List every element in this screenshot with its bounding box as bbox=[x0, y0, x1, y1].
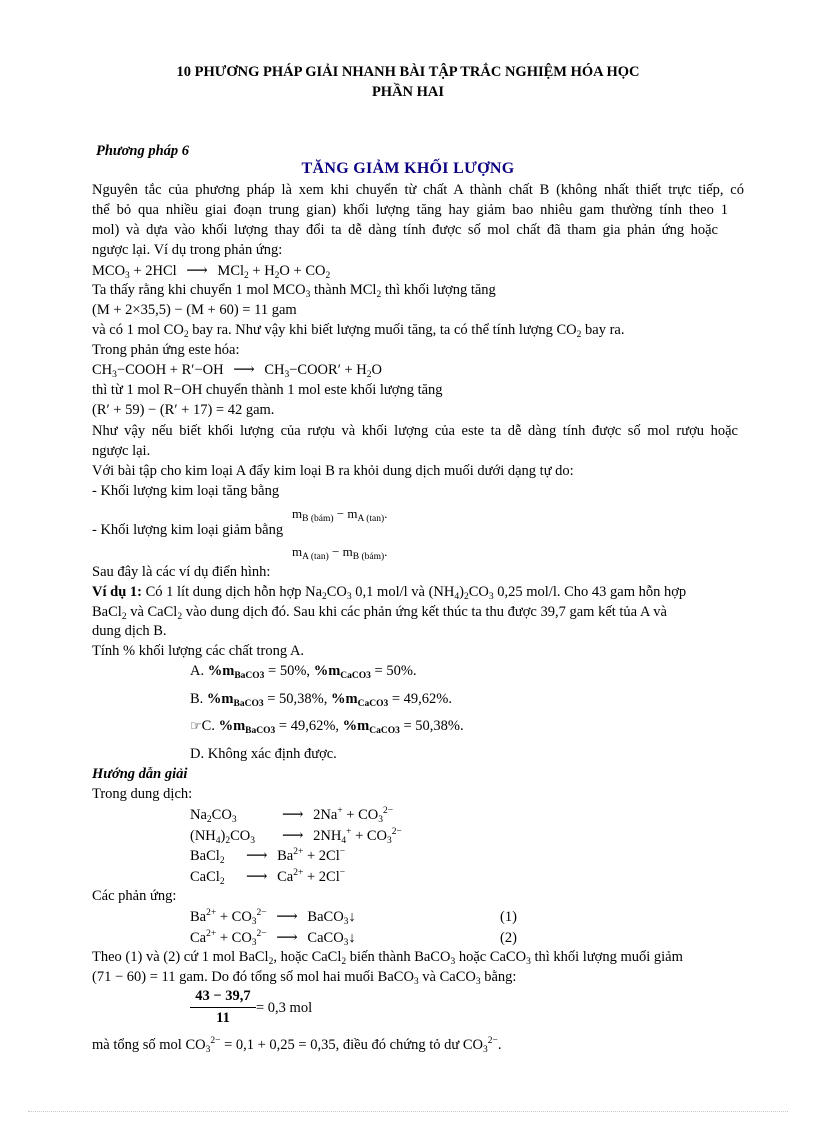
metal-mass-increase: - Khối lượng kim loại tăng bằng bbox=[92, 483, 280, 499]
dissociation-na2co3: $Na_2CO_3$ ⟶ $2Na^+ + CO_3^{2-}$ bbox=[190, 806, 394, 825]
method-label: Phương pháp 6 bbox=[96, 143, 190, 159]
example-1-question: Tính % khối lượng các chất trong A. bbox=[92, 643, 305, 659]
pointing-hand-icon: ☞ bbox=[190, 719, 202, 734]
dissociation-nh4-2co3: $(NH_4)_2CO_3$ ⟶ $2NH_4^+ + CO_3^{2-}$ bbox=[190, 827, 402, 846]
metal-mass-decrease: - Khối lượng kim loại giảm bằng bbox=[92, 522, 284, 538]
metal-displacement-intro: Với bài tập cho kim loại A đẩy kim loại B ra khỏi dung dịch muối dưới dạng tự do: bbox=[92, 463, 574, 479]
intro-line-4: ngược lại. Ví dụ trong phản ứng: bbox=[92, 242, 283, 258]
example-1-line-1: Ví dụ 1: Có 1 lít dung dịch hỗn hợp $Na_2CO_3$ 0,1 mol/l và $(NH_4)_2CO_3$ 0,25 mol/l. Cho 43 gam hỗn hợp bbox=[92, 584, 687, 602]
intro-line-2: thể bỏ qua nhiều giai đoạn trung gian) khối lượng tăng hay giảm bao nhiêu gam thường tính theo 1 bbox=[92, 202, 728, 218]
equation-mco3-hcl: $MCO_3 + 2HCl$ ⟶ $MCl_2 + H_2O + CO_2$ bbox=[92, 263, 331, 281]
option-b: B. $\%m_{BaCO3} = 50,38\%$, $\%m_{CaCO3} = 49,62\%$. bbox=[190, 691, 452, 709]
option-a: A. $\%m_{BaCO3} = 50\%$, $\%m_{CaCO3} = 50\%$. bbox=[190, 663, 417, 681]
fraction-denominator: 11 bbox=[216, 1010, 230, 1026]
reaction-arrow: ⟶ bbox=[233, 362, 255, 378]
mass-calculation-1: (M + 2×35,5) − (M + 60) = 11 gam bbox=[92, 302, 297, 318]
reactions-label: Các phản ứng: bbox=[92, 888, 177, 904]
co2-statement: và có 1 mol $CO_2$ bay ra. Như vậy khi biết lượng muối tăng, ta có thể tính lượng $CO_2$ bay ra. bbox=[92, 322, 625, 340]
fraction-numerator: 43 − 39,7 bbox=[195, 988, 251, 1004]
mass-increase-statement: Ta thấy rằng khi chuyển 1 mol $MCO_3$ thành MCl$_2$ thì khối lượng tăng bbox=[92, 282, 496, 300]
ester-mass-statement: thì từ 1 mol R−OH chuyển thành 1 mol este khối lượng tăng bbox=[92, 382, 443, 398]
reaction-2: $Ca^{2+} + CO_3^{2-}$ ⟶ CaCO$_3$↓ bbox=[190, 929, 356, 948]
intro-line-1: Nguyên tắc của phương pháp là xem khi chuyển từ chất A thành chất B (không nhất thiết trực tiếp, có bbox=[92, 182, 744, 198]
examples-intro: Sau đây là các ví dụ điển hình: bbox=[92, 564, 271, 580]
equation-esterification: $CH_3-COOH + R'-OH$ ⟶ $CH_3-COOR' + H_2O$ bbox=[92, 362, 383, 380]
formula-mass-increase: $m_{B (bám)} - m_{A (tan)}$. bbox=[292, 506, 388, 524]
dissociation-bacl2: BaCl$_2$ ⟶ $Ba^{2+} + 2Cl^-$ bbox=[190, 847, 346, 866]
in-solution-label: Trong dung dịch: bbox=[92, 786, 193, 802]
reaction-1-number: (1) bbox=[500, 909, 517, 925]
esterification-intro: Trong phản ứng este hóa: bbox=[92, 342, 240, 358]
mass-decrease-line-2: (71 − 60) = 11 gam. Do đó tổng số mol hai muối BaCO$_3$ và CaCO$_3$ bằng: bbox=[92, 969, 517, 987]
method-heading: TĂNG GIẢM KHỐI LƯỢNG bbox=[301, 160, 515, 177]
page-footer-divider bbox=[28, 1111, 788, 1112]
document-title-line2: PHẦN HAI bbox=[371, 84, 445, 100]
option-c: ☞C. $\%m_{BaCO3} = 49,62\%$, $\%m_{CaCO3} = 50,38\%$. bbox=[190, 718, 464, 736]
alcohol-statement-line-1: Như vậy nếu biết khối lượng của rượu và khối lượng của este ta dễ dàng tính được số mol rượu hoặc bbox=[92, 423, 738, 439]
example-1-line-3: dung dịch B. bbox=[92, 623, 167, 639]
dissociation-cacl2: CaCl$_2$ ⟶ $Ca^{2+} + 2Cl^-$ bbox=[190, 868, 346, 887]
reaction-arrow: ⟶ bbox=[186, 263, 208, 279]
solution-guide-heading: Hướng dẫn giải bbox=[92, 766, 188, 782]
document-title-line1: 10 PHƯƠNG PHÁP GIẢI NHANH BÀI TẬP TRẮC NGHIỆM HÓA HỌC bbox=[176, 64, 640, 80]
mole-fraction bbox=[190, 988, 256, 1027]
intro-line-3: mol) và dựa vào khối lượng thay đổi ta dễ dàng tính được số mol chất đã tham gia phản ứng hoặc bbox=[92, 222, 718, 238]
reaction-2-number: (2) bbox=[500, 930, 517, 946]
conclusion-line: mà tổng số mol $CO_3^{2-} = 0,1 + 0,25 = 0,35$, điều đó chứng tỏ dư $CO_3^{2-}$. bbox=[92, 1036, 502, 1055]
formula-mass-decrease: $m_{A (tan)} - m_{B (bám)}$. bbox=[292, 544, 388, 562]
example-1-line-2: BaCl$_2$ và CaCl$_2$ vào dung dịch đó. Sau khi các phản ứng kết thúc ta thu được 39,7 gam kết tủa A và bbox=[92, 604, 667, 622]
option-d: D. Không xác định được. bbox=[190, 746, 337, 762]
mass-calculation-2: (R′ + 59) − (R′ + 17) = 42 gam. bbox=[92, 402, 275, 418]
fraction-bar bbox=[190, 1007, 256, 1008]
reaction-1: $Ba^{2+} + CO_3^{2-}$ ⟶ BaCO$_3$↓ bbox=[190, 908, 356, 927]
mass-decrease-line-1: Theo (1) và (2) cứ 1 mol BaCl$_2$, hoặc CaCl$_2$ biến thành BaCO$_3$ hoặc CaCO$_3$ thì khối lượng muối giảm bbox=[92, 949, 683, 967]
fraction-result: = 0,3 mol bbox=[256, 1000, 313, 1016]
example-label: Ví dụ 1: bbox=[92, 584, 142, 600]
alcohol-statement-line-2: ngược lại. bbox=[92, 443, 151, 459]
